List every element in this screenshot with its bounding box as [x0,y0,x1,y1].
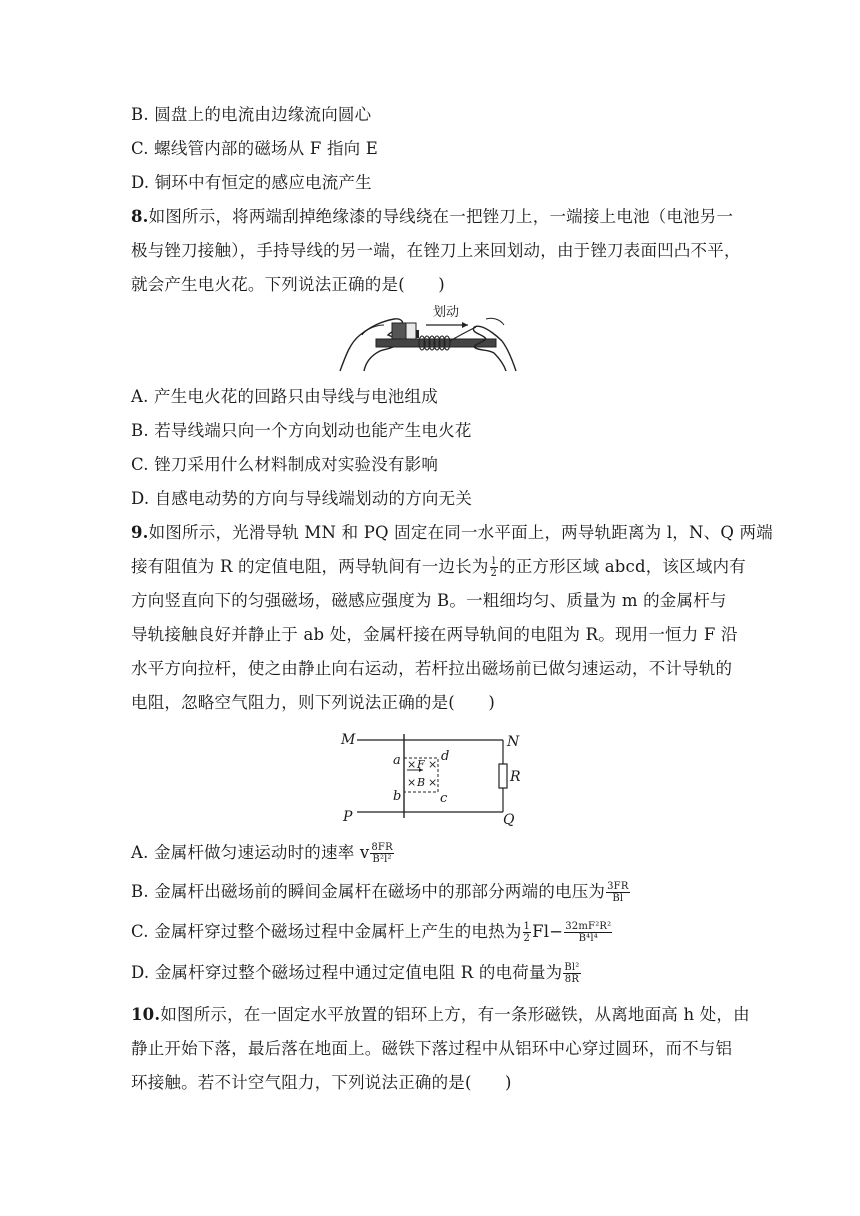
fraction-denominator: 2 [490,568,498,579]
fraction-denominator: B⁴l⁴ [578,933,598,944]
q9-option-c-fraction-1 [523,921,532,944]
q10-stem-line2: 静止开始下落，最后落在地面上。磁铁下落过程中从铝环中心穿过圆环，而不与铝 [131,1039,733,1058]
q9-option-a-fraction [370,842,393,865]
q9-option-c-text: C. 金属杆穿过整个磁场过程中金属杆上产生的电热为 [131,922,522,941]
q10-stem-line3: 环接触。若不计空气阻力，下列说法正确的是( ) [131,1073,512,1092]
q9-option-b [131,881,631,904]
q9-rail-circuit-figure [335,726,530,826]
q9-option-a [131,842,395,865]
label-r: R [510,769,521,785]
label-m: M [341,732,356,748]
q9-option-a-text: A. 金属杆做匀速运动时的速率 v [131,843,370,862]
fraction-denominator: B²l² [372,854,392,865]
q10-number: 10. [131,1005,161,1024]
label-a: a [393,753,401,768]
q8-figure-label-slide: 划动 [433,305,460,320]
label-c: c [440,791,448,806]
label-p: P [343,809,353,825]
fraction-numerator: 8FR [371,842,393,853]
q8-number: 8. [131,207,149,226]
label-force: F [417,758,425,771]
q8-stem-line3: 就会产生电火花。下列说法正确的是( ) [131,275,445,294]
q9-option-d-text: D. 金属杆穿过整个磁场过程中通过定值电阻 R 的电荷量为 [131,963,563,982]
q8-option-d: D. 自感电动势的方向与导线端划动的方向无关 [131,489,473,508]
fraction-denominator: Bl [612,893,624,904]
q9-option-d-fraction [563,962,580,985]
q7-option-c: C. 螺线管内部的磁场从 F 指向 E [131,139,379,158]
fraction-numerator: 1 [523,921,531,932]
q8-stem-line1 [131,206,733,228]
q7-option-d: D. 铜环中有恒定的感应电流产生 [131,173,372,192]
fraction-numerator: 32mF²R² [565,921,612,932]
q8-option-b: B. 若导线端只向一个方向划动也能产生电火花 [131,421,472,440]
label-d: d [441,749,450,764]
field-cross-1: × [407,758,417,771]
q9-option-c-fraction-2 [564,921,612,944]
q9-fraction-half-l [490,556,499,579]
q9-text-2a: 接有阻值为 R 的定值电阻，两导轨间有一边长为 [131,557,489,576]
q9-option-d [131,962,582,985]
fraction-denominator: 2 [523,933,531,944]
fraction-numerator: Bl² [564,962,580,973]
q9-option-c-mid: Fl− [532,922,564,941]
q8-option-a: A. 产生电火花的回路只由导线与电池组成 [131,387,438,406]
q8-option-c: C. 锉刀采用什么材料制成对实验没有影响 [131,455,439,474]
q8-text-1: 如图所示，将两端刮掉绝缘漆的导线绕在一把锉刀上，一端接上电池（电池另一 [148,207,734,226]
fraction-denominator: 8R [564,974,580,985]
q9-number: 9. [131,523,149,542]
q9-stem-line6: 电阻，忽略空气阻力，则下列说法正确的是( ) [131,693,495,712]
q10-stem-line1 [131,1004,750,1026]
q7-option-b: B. 圆盘上的电流由边缘流向圆心 [131,105,372,124]
q9-text-1: 如图所示，光滑导轨 MN 和 PQ 固定在同一水平面上，两导轨距离为 l，N、Q 两端 [148,523,773,542]
label-b: b [393,789,402,804]
q9-stem-line1 [131,522,773,544]
label-field-b: B [417,776,426,789]
q8-stem-line2: 极与锉刀接触），手持导线的另一端，在锉刀上来回划动，由于锉刀表面凹凸不平， [131,241,741,260]
q10-text-1: 如图所示，在一固定水平放置的铝环上方，有一条形磁铁，从离地面高 h 处，由 [160,1005,750,1024]
q9-stem-line2 [131,556,746,579]
fraction-numerator: 3FR [607,881,629,892]
q9-option-c [131,921,613,944]
fraction-numerator: l [490,556,499,568]
q9-option-b-fraction [606,881,629,904]
label-q: Q [503,812,515,826]
q9-stem-line3: 方向竖直向下的匀强磁场，磁感应强度为 B。一粗细均匀、质量为 m 的金属杆与 [131,591,727,610]
field-cross-4: × [428,776,438,789]
q9-stem-line5: 水平方向拉杆，使之由静止向右运动，若杆拉出磁场前已做匀速运动，不计导轨的 [131,659,733,678]
field-cross-3: × [407,776,417,789]
q9-option-b-text: B. 金属杆出磁场前的瞬间金属杆在磁场中的那部分两端的电压为 [131,882,606,901]
q9-stem-line4: 导轨接触良好并静止于 ab 处，金属杆接在两导轨间的电阻为 R。现用一恒力 F 沿 [131,625,738,644]
field-cross-2: × [428,758,438,771]
q8-file-coil-figure [336,305,522,373]
q9-text-2b: 的正方形区域 abcd，该区域内有 [499,557,746,576]
label-n: N [507,734,520,750]
